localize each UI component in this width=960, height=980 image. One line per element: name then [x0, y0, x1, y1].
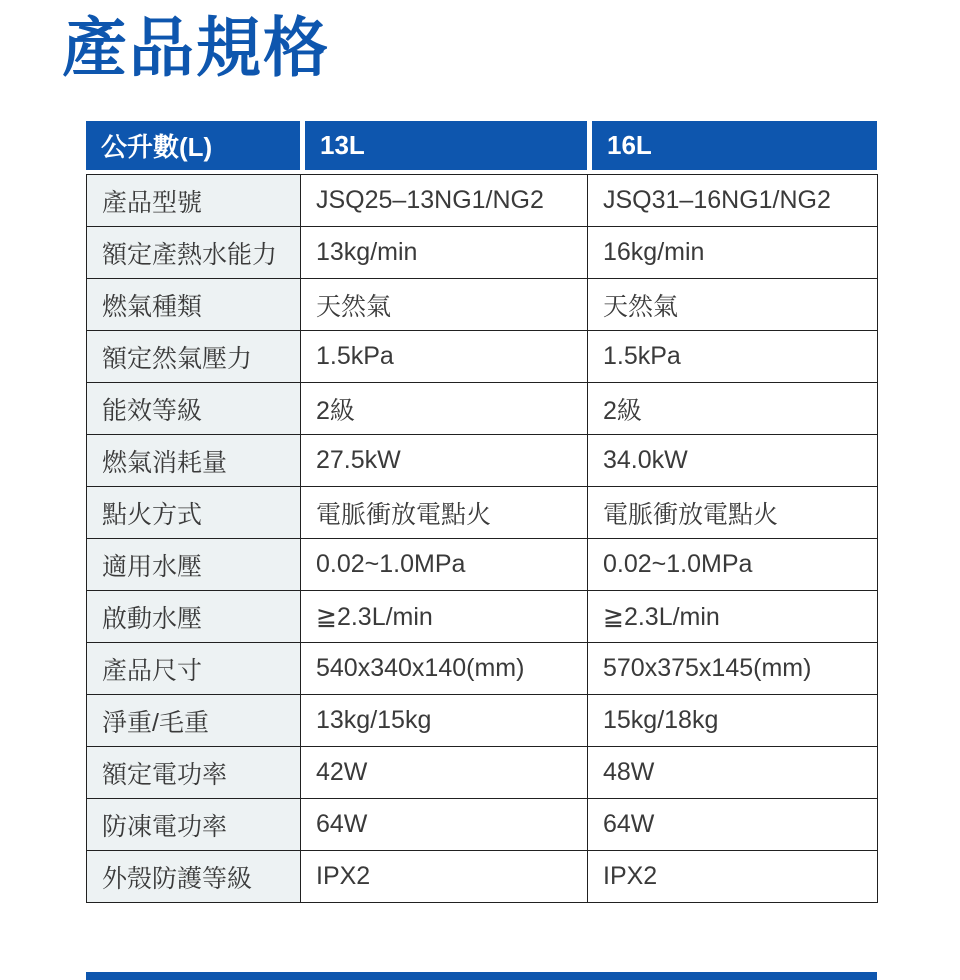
spec-value-16l: JSQ31–16NG1/NG2 [588, 175, 878, 227]
spec-value-13l: 64W [301, 799, 588, 851]
header-cell-liters: 公升數(L) [86, 121, 300, 170]
spec-label-cell: 額定然氣壓力 [87, 331, 301, 383]
spec-value-13l: 42W [301, 747, 588, 799]
spec-value-13l: 540x340x140(mm) [301, 643, 588, 695]
spec-value-16l: 0.02~1.0MPa [588, 539, 878, 591]
next-section-header-bar [86, 972, 877, 980]
spec-value-13l: JSQ25–13NG1/NG2 [301, 175, 588, 227]
table-row [87, 487, 878, 539]
spec-table-header [86, 121, 877, 170]
spec-value-13l: 0.02~1.0MPa [301, 539, 588, 591]
spec-value-13l: 2級 [301, 383, 588, 435]
table-row [87, 539, 878, 591]
spec-value-13l: 天然氣 [301, 279, 588, 331]
spec-table [86, 121, 877, 903]
spec-value-16l: 1.5kPa [588, 331, 878, 383]
spec-table-body [87, 175, 878, 903]
spec-value-16l: ≧2.3L/min [588, 591, 878, 643]
header-cell-16l: 16L [592, 121, 877, 170]
table-row [87, 643, 878, 695]
spec-value-16l: 16kg/min [588, 227, 878, 279]
table-row [87, 331, 878, 383]
spec-value-16l: 570x375x145(mm) [588, 643, 878, 695]
table-row [87, 279, 878, 331]
spec-label-cell: 淨重/毛重 [87, 695, 301, 747]
table-row [87, 851, 878, 903]
spec-value-13l: IPX2 [301, 851, 588, 903]
spec-label-cell: 燃氣種類 [87, 279, 301, 331]
spec-value-16l: IPX2 [588, 851, 878, 903]
spec-value-16l: 2級 [588, 383, 878, 435]
spec-label-cell: 燃氣消耗量 [87, 435, 301, 487]
table-row [87, 695, 878, 747]
table-row [87, 175, 878, 227]
spec-value-13l: 電脈衝放電點火 [301, 487, 588, 539]
spec-value-13l: ≧2.3L/min [301, 591, 588, 643]
spec-value-13l: 27.5kW [301, 435, 588, 487]
table-row [87, 227, 878, 279]
spec-label-cell: 產品型號 [87, 175, 301, 227]
spec-value-13l: 13kg/min [301, 227, 588, 279]
table-row [87, 383, 878, 435]
table-row [87, 747, 878, 799]
table-row [87, 591, 878, 643]
spec-label-cell: 適用水壓 [87, 539, 301, 591]
spec-table-grid [86, 174, 878, 903]
spec-value-16l: 34.0kW [588, 435, 878, 487]
spec-value-13l: 1.5kPa [301, 331, 588, 383]
spec-label-cell: 產品尺寸 [87, 643, 301, 695]
spec-value-16l: 15kg/18kg [588, 695, 878, 747]
spec-label-cell: 防凍電功率 [87, 799, 301, 851]
spec-label-cell: 外殼防護等級 [87, 851, 301, 903]
spec-label-cell: 能效等級 [87, 383, 301, 435]
spec-label-cell: 點火方式 [87, 487, 301, 539]
page-title: 產品規格 [62, 11, 331, 84]
spec-value-13l: 13kg/15kg [301, 695, 588, 747]
spec-value-16l: 48W [588, 747, 878, 799]
table-row [87, 435, 878, 487]
spec-label-cell: 啟動水壓 [87, 591, 301, 643]
spec-label-cell: 額定電功率 [87, 747, 301, 799]
header-cell-13l: 13L [305, 121, 587, 170]
spec-label-cell: 額定產熱水能力 [87, 227, 301, 279]
table-row [87, 799, 878, 851]
spec-value-16l: 天然氣 [588, 279, 878, 331]
spec-value-16l: 電脈衝放電點火 [588, 487, 878, 539]
spec-value-16l: 64W [588, 799, 878, 851]
